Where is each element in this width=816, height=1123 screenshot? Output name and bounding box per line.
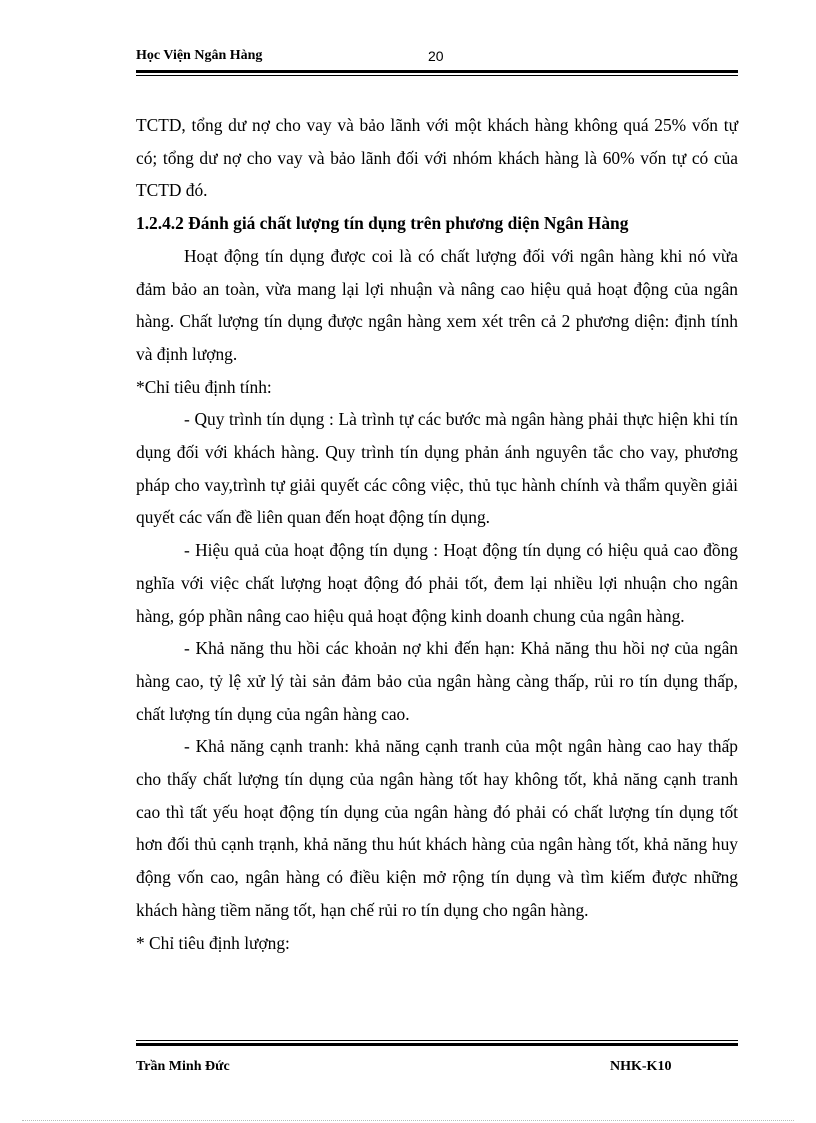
quantitative-label: * Chỉ tiêu định lượng: [136,932,290,953]
footer-author: Trần Minh Đức [136,1059,230,1074]
list-item-credit-process: - Quy trình tín dụng : Là trình tự các bước mà ngân hàng phải thực hiện khi tín dụng đối với khách hàng. Quy trình tín dụng phản ánh nguyên tắc cho vay, phương pháp cho vay,trình tự giải quyết các công việc, thủ tục hành chính và thẩm quyền giải quyết các vấn đề liên quan đến hoạt động tín dụng. [136,409,738,528]
footer-rule-thick [136,1043,738,1046]
header-rule-thick [136,70,738,73]
paragraph-intro: Hoạt động tín dụng được coi là có chất lượng đối với ngân hàng khi nó vừa đảm bảo an toàn, vừa mang lại lợi nhuận và nâng cao hiệu quả hoạt động của ngân hàng. Chất lượng tín dụng được ngân hàng xem xét trên cả 2 phương diện: định tính và định lượng. [136,245,738,364]
page-bottom-border [22,1120,794,1121]
list-item-competitiveness: - Khả năng cạnh tranh: khả năng cạnh tranh của một ngân hàng cao hay thấp cho thấy chất lượng tín dụng của ngân hàng tốt hay không tốt, khả năng cạnh tranh cao thì tất yếu hoạt động tín dụng của ngân hàng đó phải có chất lượng tín dụng tốt hơn đối thủ cạnh trạnh, khả năng thu hút khách hàng của ngân hàng tốt, khả năng huy động vốn cao, ngân hàng có điều kiện mở rộng tín dụng và tìm kiếm được những khách hàng tiềm năng tốt, hạn chế rủi ro tín dụng cho ngân hàng. [136,736,738,920]
section-heading: 1.2.4.2 Đánh giá chất lượng tín dụng trên phương diện Ngân Hàng [136,213,629,234]
page-number: 20 [428,48,444,64]
list-item-debt-recovery: - Khả năng thu hồi các khoản nợ khi đến hạn: Khả năng thu hồi nợ của ngân hàng cao, tỷ lệ xử lý tài sản đảm bảo của ngân hàng càng thấp, rủi ro tín dụng thấp, chất lượng tín dụng của ngân hàng cao. [136,638,738,724]
qualitative-label: *Chỉ tiêu định tính: [136,376,272,397]
header-title: Học Viện Ngân Hàng [136,48,263,63]
header-rule-thin [136,75,738,76]
list-item-credit-efficiency: - Hiệu quả của hoạt động tín dụng : Hoạt động tín dụng có hiệu quả cao đồng nghĩa với việc chất lượng hoạt động đó phải tốt, đem lại nhiều lợi nhuận cho ngân hàng, góp phần nâng cao hiệu quả hoạt động kinh doanh chung của ngân hàng. [136,540,738,626]
footer-code: NHK-K10 [610,1059,672,1074]
page-body [136,109,738,959]
paragraph-continuation: TCTD, tổng dư nợ cho vay và bảo lãnh với một khách hàng không quá 25% vốn tự có; tổng dư nợ cho vay và bảo lãnh đối với nhóm khách hàng là 60% vốn tự có của TCTD đó. [136,115,738,201]
footer-rule-thin [136,1040,738,1041]
